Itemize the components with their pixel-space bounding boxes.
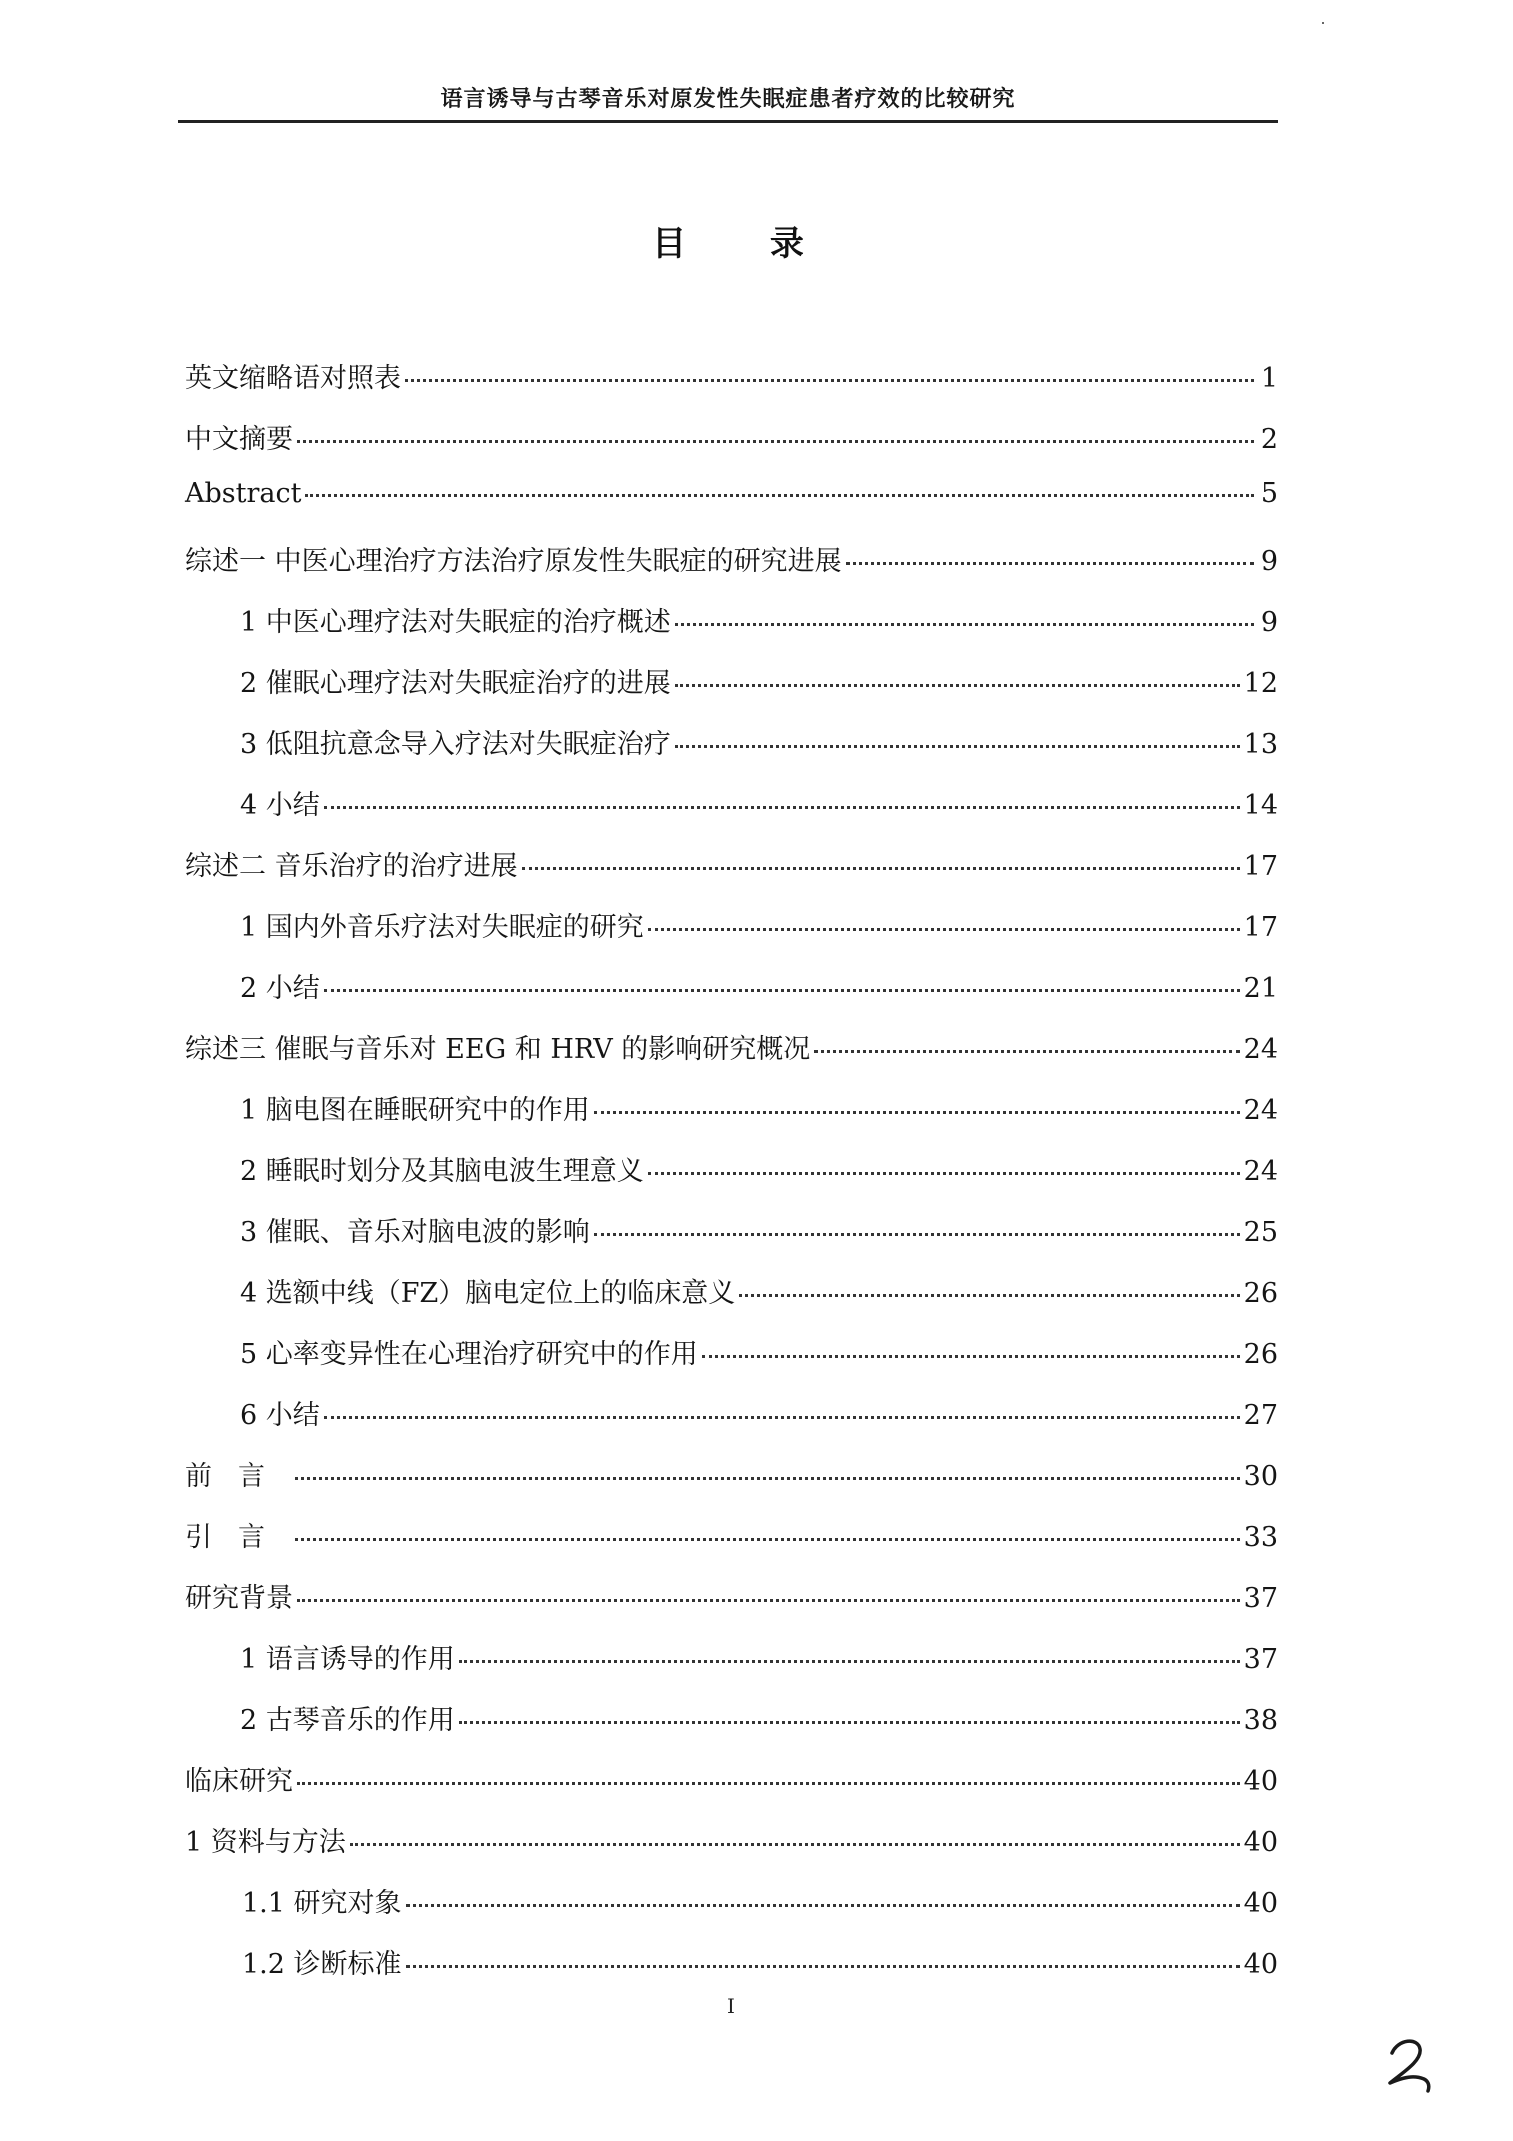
toc-dot-leader	[594, 1233, 1240, 1236]
toc-dot-leader	[324, 989, 1240, 992]
handwritten-mark	[1384, 2035, 1444, 2095]
toc-entry[interactable]	[185, 1759, 1278, 1820]
toc-entry[interactable]	[240, 966, 1278, 1027]
toc-entry[interactable]	[185, 1454, 1278, 1515]
toc-entry[interactable]	[240, 661, 1278, 722]
toc-entry[interactable]	[185, 356, 1278, 417]
scan-speck	[1322, 22, 1324, 24]
toc-entry-page: 24	[1243, 1095, 1278, 1126]
toc-entry-page: 14	[1243, 790, 1278, 821]
toc-entry[interactable]	[185, 1576, 1278, 1637]
toc-entry-label: 6 小结	[240, 1400, 320, 1431]
toc-entry-label: 中文摘要	[185, 424, 293, 455]
toc-dot-leader	[675, 623, 1254, 626]
toc-entry[interactable]	[185, 478, 1278, 539]
toc-dot-leader	[350, 1843, 1240, 1846]
toc-entry-label: 4 小结	[240, 790, 320, 821]
toc-dot-leader	[405, 379, 1254, 382]
toc-entry-label: 3 低阻抗意念导入疗法对失眠症治疗	[240, 729, 671, 760]
toc-entry-label: 1.2 诊断标准	[242, 1949, 402, 1980]
toc-entry-page: 17	[1243, 912, 1278, 943]
toc-entry[interactable]	[240, 1088, 1278, 1149]
toc-entry[interactable]	[240, 1698, 1278, 1759]
toc-entry-label: 前言	[185, 1461, 291, 1492]
toc-entry-label: 综述三 催眠与音乐对 EEG 和 HRV 的影响研究概况	[185, 1034, 811, 1065]
toc-dot-leader	[324, 1416, 1240, 1419]
toc-entry[interactable]	[240, 722, 1278, 783]
toc-entry-page: 25	[1243, 1217, 1278, 1248]
toc-dot-leader	[702, 1355, 1240, 1358]
toc-entry-label: 1 国内外音乐疗法对失眠症的研究	[240, 912, 644, 943]
toc-dot-leader	[406, 1965, 1240, 1968]
toc-entry-page: 40	[1243, 1949, 1278, 1980]
toc-entry[interactable]	[185, 417, 1278, 478]
toc-entry-page: 30	[1243, 1461, 1278, 1492]
toc-dot-leader	[522, 867, 1240, 870]
toc-entry-label: 5 心率变异性在心理治疗研究中的作用	[240, 1339, 698, 1370]
toc-dot-leader	[406, 1904, 1240, 1907]
toc-entry-page: 38	[1243, 1705, 1278, 1736]
toc-entry[interactable]	[240, 1210, 1278, 1271]
toc-entry-label: 1 语言诱导的作用	[240, 1644, 455, 1675]
toc-entry[interactable]	[240, 783, 1278, 844]
toc-title: 目 录	[652, 224, 840, 264]
toc-entry-label: 1 资料与方法	[185, 1827, 346, 1858]
toc-entry-page: 9	[1260, 546, 1278, 577]
toc-entry[interactable]	[240, 1637, 1278, 1698]
toc-entry[interactable]	[240, 600, 1278, 661]
toc-entry[interactable]	[240, 1332, 1278, 1393]
toc-entry-label: 引言	[185, 1522, 291, 1553]
toc-entry-label: 1 脑电图在睡眠研究中的作用	[240, 1095, 590, 1126]
toc-entry-label: 2 睡眠时划分及其脑电波生理意义	[240, 1156, 644, 1187]
toc-entry-label: 研究背景	[185, 1583, 293, 1614]
toc-dot-leader	[594, 1111, 1240, 1114]
toc-dot-leader	[459, 1660, 1240, 1663]
toc-entry-page: 33	[1243, 1522, 1278, 1553]
toc-dot-leader	[297, 1599, 1240, 1602]
toc-entry-label: 3 催眠、音乐对脑电波的影响	[240, 1217, 590, 1248]
toc-entry-page: 17	[1243, 851, 1278, 882]
toc-entry[interactable]	[242, 1942, 1278, 2003]
toc-entry-label: 综述二 音乐治疗的治疗进展	[185, 851, 518, 882]
toc-dot-leader	[814, 1050, 1239, 1053]
toc-dot-leader	[459, 1721, 1240, 1724]
toc-entry-page: 40	[1243, 1827, 1278, 1858]
toc-entry-label: 2 古琴音乐的作用	[240, 1705, 455, 1736]
toc-entry-page: 12	[1243, 668, 1278, 699]
toc-entry-page: 9	[1260, 607, 1278, 638]
toc-entry-page: 13	[1243, 729, 1278, 760]
toc-entry[interactable]	[185, 539, 1278, 600]
toc-dot-leader	[295, 1538, 1240, 1541]
toc-entry-page: 5	[1260, 478, 1278, 509]
toc-dot-leader	[846, 562, 1254, 565]
toc-entry-page: 2	[1260, 424, 1278, 455]
toc-entry-page: 40	[1243, 1888, 1278, 1919]
toc-entry[interactable]	[240, 905, 1278, 966]
toc-entry-label: Abstract	[185, 478, 302, 509]
toc-entry-page: 24	[1243, 1034, 1278, 1065]
toc-entry-page: 24	[1243, 1156, 1278, 1187]
toc-entry[interactable]	[185, 1515, 1278, 1576]
toc-entry-page: 26	[1243, 1339, 1278, 1370]
toc-entry-page: 37	[1243, 1644, 1278, 1675]
page-folio: I	[727, 1994, 735, 2018]
toc-dot-leader	[324, 806, 1240, 809]
toc-entry-label: 英文缩略语对照表	[185, 363, 401, 394]
toc-entry[interactable]	[240, 1149, 1278, 1210]
toc-entry[interactable]	[240, 1271, 1278, 1332]
toc-entry-label: 1.1 研究对象	[242, 1888, 402, 1919]
toc-dot-leader	[739, 1294, 1239, 1297]
toc-dot-leader	[295, 1477, 1240, 1480]
toc-entry-page: 1	[1260, 363, 1278, 394]
toc-dot-leader	[648, 928, 1240, 931]
toc-entry[interactable]	[242, 1881, 1278, 1942]
header-rule	[178, 120, 1278, 123]
toc-entry-page: 37	[1243, 1583, 1278, 1614]
toc-dot-leader	[675, 684, 1240, 687]
toc-dot-leader	[297, 440, 1254, 443]
toc-list	[0, 356, 1513, 2003]
toc-dot-leader	[675, 745, 1240, 748]
toc-entry-label: 临床研究	[185, 1766, 293, 1797]
toc-entry[interactable]	[185, 1820, 1278, 1881]
toc-entry-page: 40	[1243, 1766, 1278, 1797]
toc-entry-label: 2 小结	[240, 973, 320, 1004]
toc-entry-label: 综述一 中医心理治疗方法治疗原发性失眠症的研究进展	[185, 546, 842, 577]
toc-dot-leader	[297, 1782, 1240, 1785]
toc-entry-page: 21	[1243, 973, 1278, 1004]
toc-entry[interactable]	[240, 1393, 1278, 1454]
toc-entry-label: 2 催眠心理疗法对失眠症治疗的进展	[240, 668, 671, 699]
toc-entry-label: 4 选额中线（FZ）脑电定位上的临床意义	[240, 1278, 736, 1309]
toc-entry[interactable]	[185, 1027, 1278, 1088]
toc-entry-page: 27	[1243, 1400, 1278, 1431]
toc-entry[interactable]	[185, 844, 1278, 905]
toc-dot-leader	[305, 494, 1254, 497]
toc-dot-leader	[648, 1172, 1240, 1175]
toc-entry-label: 1 中医心理疗法对失眠症的治疗概述	[240, 607, 671, 638]
running-header: 语言诱导与古琴音乐对原发性失眠症患者疗效的比较研究	[440, 86, 1016, 112]
toc-entry-page: 26	[1243, 1278, 1278, 1309]
